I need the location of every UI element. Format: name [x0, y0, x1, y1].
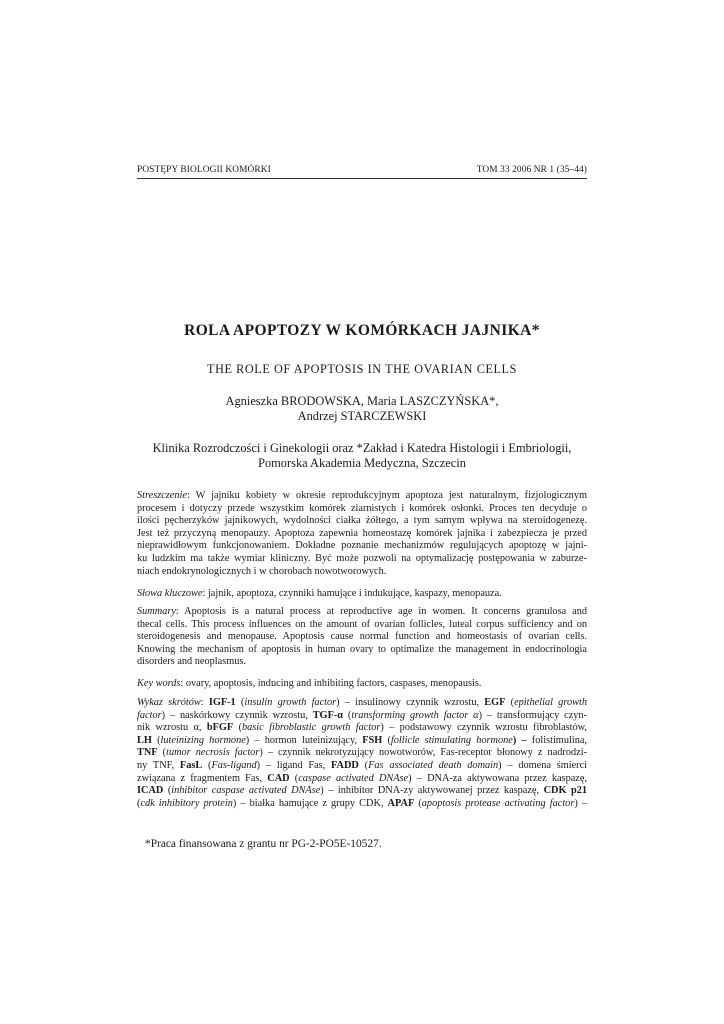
abstract-en-line: thecal cells. This process influences on the amount of ovarian follicles, luteal corpus sufficiency and on	[137, 618, 587, 630]
abstract-pl-line: ilości pęcherzyków jajnikowych, wydolności ciałka żółtego, a tym samym wpływa na steroidogenezę.	[137, 515, 587, 527]
abstract-en-label: Summary	[137, 606, 176, 617]
abstract-pl-line: ku ludzkim ma także wymiar kliniczny. Być może pozwoli na optymalizację postępowania w zaburze-	[137, 552, 587, 564]
abbreviations-line: Wykaz skrótów: IGF-1 (insulin growth factor) – insulinowy czynnik wzrostu, EGF (epithelial growth	[137, 697, 587, 708]
abstract-english	[137, 606, 587, 669]
abbreviations-line: factor) – naskórkowy czynnik wzrostu, TGF-α (transforming growth factor α) – transformujący czyn-	[137, 709, 587, 721]
abbreviations-line: (cdk inhibitory protein) – białka hamujące z grupy CDK, APAF (apoptosis protease activating factor) –	[137, 797, 588, 809]
affiliation-line-1: Klinika Rozrodczości i Ginekologii oraz *Zakład i Katedra Histologii i Embriologii,	[152, 441, 572, 455]
keywords-pl-line: Słowa kluczowe: jajnik, apoptoza, czynniki hamujące i indukujące, kaspazy, menopauza.	[137, 588, 502, 599]
abstract-pl-line: Streszczenie: W jajniku kobiety w okresie reprodukcyjnym apoptoza jest naturalnym, fizjologicznym	[137, 490, 587, 501]
abstract-pl-label: Streszczenie	[137, 490, 187, 501]
journal-name: POSTĘPY BIOLOGII KOMÓRKI	[137, 165, 271, 175]
volume-info: TOM 33 2006 NR 1 (35–44)	[476, 165, 587, 175]
authors-line-1: Agnieszka BRODOWSKA, Maria LASZCZYŃSKA*,	[225, 394, 499, 408]
affiliation-line-2: Pomorska Akademia Medyczna, Szczecin	[258, 456, 466, 470]
abbreviations-line: TNF (tumor necrosis factor) – czynnik nekrotyzujący nowotworów, Fas-receptor błonowy z nadrodzi-	[137, 747, 587, 759]
abbreviations-line: związana z fragmentem Fas, CAD (caspase activated DNAse) – DNA-za aktywowana przez kaspazę,	[137, 772, 587, 784]
keywords-polish	[137, 588, 587, 601]
affiliation	[0, 441, 724, 471]
abstract-pl-line: nieprawidłowym funkcjonowaniem. Dokładne poznanie mechanizmów regulujących apoptozę w jajni-	[137, 540, 587, 552]
funding-footnote: *Praca finansowana z grantu nr PG-2-PO5E-10527.	[145, 838, 382, 850]
abstract-polish	[137, 490, 587, 578]
abbreviations-line: ICAD (inhibitor caspase activated DNAse) – inhibitor DNA-zy aktywowanej przez kaspazę, CDK p21	[137, 785, 587, 797]
running-head	[137, 165, 587, 179]
abstract-pl-line: procesem i dotyczy przede wszystkim komórek ziarnistych i komórek osłonki. Proces ten decyduje o	[137, 502, 587, 514]
abbreviations-line: nik wzrostu α, bFGF (basic fibroblastic growth factor) – podstawowy czynnik wzrostu fibroblastów,	[137, 722, 588, 734]
article-title-english: THE ROLE OF APOPTOSIS IN THE OVARIAN CELLS	[207, 362, 517, 376]
keywords-pl-label: Słowa kluczowe	[137, 588, 203, 599]
abstract-en-line: disorders and neoplasmus.	[137, 656, 246, 668]
authors	[0, 394, 724, 424]
abstract-en-line: steroidogenesis and menopause. Apoptosis cause normal function and homeostasis of ovarian cells.	[137, 631, 587, 643]
abstract-pl-line: Jest też przyczyną menopauzy. Apoptoza zapewnia homeostazę komórek jajnika i zabezpiecza je przed	[137, 527, 587, 539]
abstract-en-line: Summary: Apoptosis is a natural process at reproductive age in women. It concerns granulosa and	[137, 606, 587, 617]
keywords-english	[137, 678, 587, 691]
abbreviations-label: Wykaz skrótów	[137, 697, 201, 708]
keywords-en-label: Key words	[137, 678, 181, 689]
abbreviations-line: ny TNF, FasL (Fas-ligand) – ligand Fas, FADD (Fas associated death domain) – domena śmierci	[137, 759, 588, 771]
abstract-en-line: Knowing the mechanism of apoptosis in human ovary to optimalize the management in endocrinologia	[137, 643, 587, 655]
authors-line-2: Andrzej STARCZEWSKI	[297, 409, 427, 423]
keywords-en-line: Key words: ovary, apoptosis, inducing and inhibiting factors, caspases, menopausis.	[137, 678, 482, 689]
abbreviations-line: LH (luteinizing hormone) – hormon luteinizujący, FSH (follicle stimulating hormone) – folistimulina,	[137, 734, 587, 746]
article-title-polish: ROLA APOPTOZY W KOMÓRKACH JAJNIKA*	[184, 322, 540, 339]
abstract-pl-line: niach endokrynologicznych i w chorobach nowotworowych.	[137, 565, 387, 577]
abbreviations-list	[137, 697, 587, 810]
